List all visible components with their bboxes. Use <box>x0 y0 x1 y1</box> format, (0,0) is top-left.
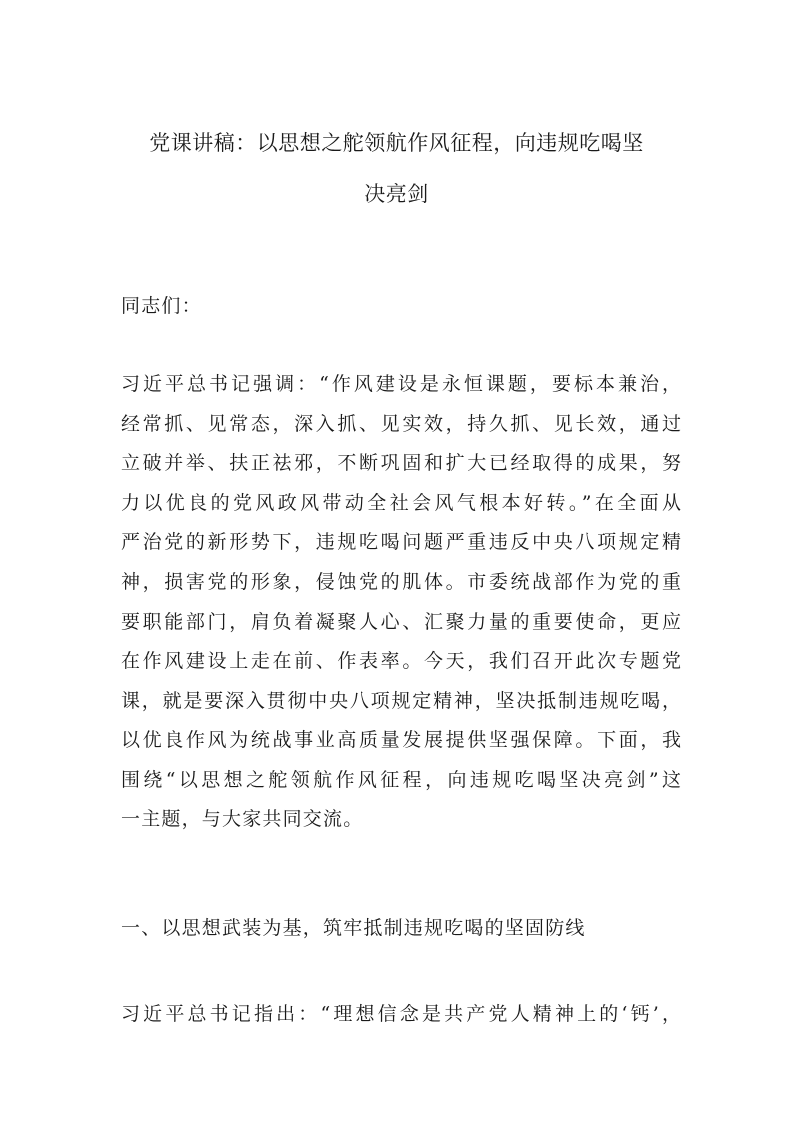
paragraph-line: 习近平总书记指出：“理想信念是共产党人精神上的‘钙’， <box>121 1003 681 1025</box>
paragraph-line: 神，损害党的形象，侵蚀党的肌体。市委统战部作为党的重 <box>121 571 681 593</box>
paragraph-line: 在作风建设上走在前、作表率。今天，我们召开此次专题党 <box>121 650 681 672</box>
section-heading-1: 一、以思想武装为基，筑牢抵制违规吃喝的坚固防线 <box>121 917 586 939</box>
paragraph-line: 课，就是要深入贯彻中央八项规定精神，坚决抵制违规吃喝， <box>121 690 681 712</box>
paragraph-line: 立破并举、扶正祛邪，不断巩固和扩大已经取得的成果，努 <box>121 452 681 474</box>
paragraph-line: 围绕“以思想之舵领航作风征程，向违规吃喝坚决亮剑”这 <box>121 769 681 791</box>
document-title-line-1: 党课讲稿：以思想之舵领航作风征程，向违规吃喝坚 <box>149 131 644 155</box>
document-title-line-2: 决亮剑 <box>364 182 429 206</box>
paragraph-line: 严治党的新形势下，违规吃喝问题严重违反中央八项规定精 <box>121 531 681 553</box>
paragraph-line: 一主题，与大家共同交流。 <box>121 808 364 830</box>
paragraph-line: 习近平总书记强调：“作风建设是永恒课题，要标本兼治， <box>121 373 681 395</box>
paragraph-line: 力以优良的党风政风带动全社会风气根本好转。”在全面从 <box>121 492 681 514</box>
salutation: 同志们： <box>121 295 202 317</box>
paragraph-line: 经常抓、见常态，深入抓、见实效，持久抓、见长效，通过 <box>121 413 681 435</box>
paragraph-line: 以优良作风为统战事业高质量发展提供坚强保障。下面，我 <box>121 729 681 751</box>
paragraph-line: 要职能部门，肩负着凝聚人心、汇聚力量的重要使命，更应 <box>121 611 681 633</box>
